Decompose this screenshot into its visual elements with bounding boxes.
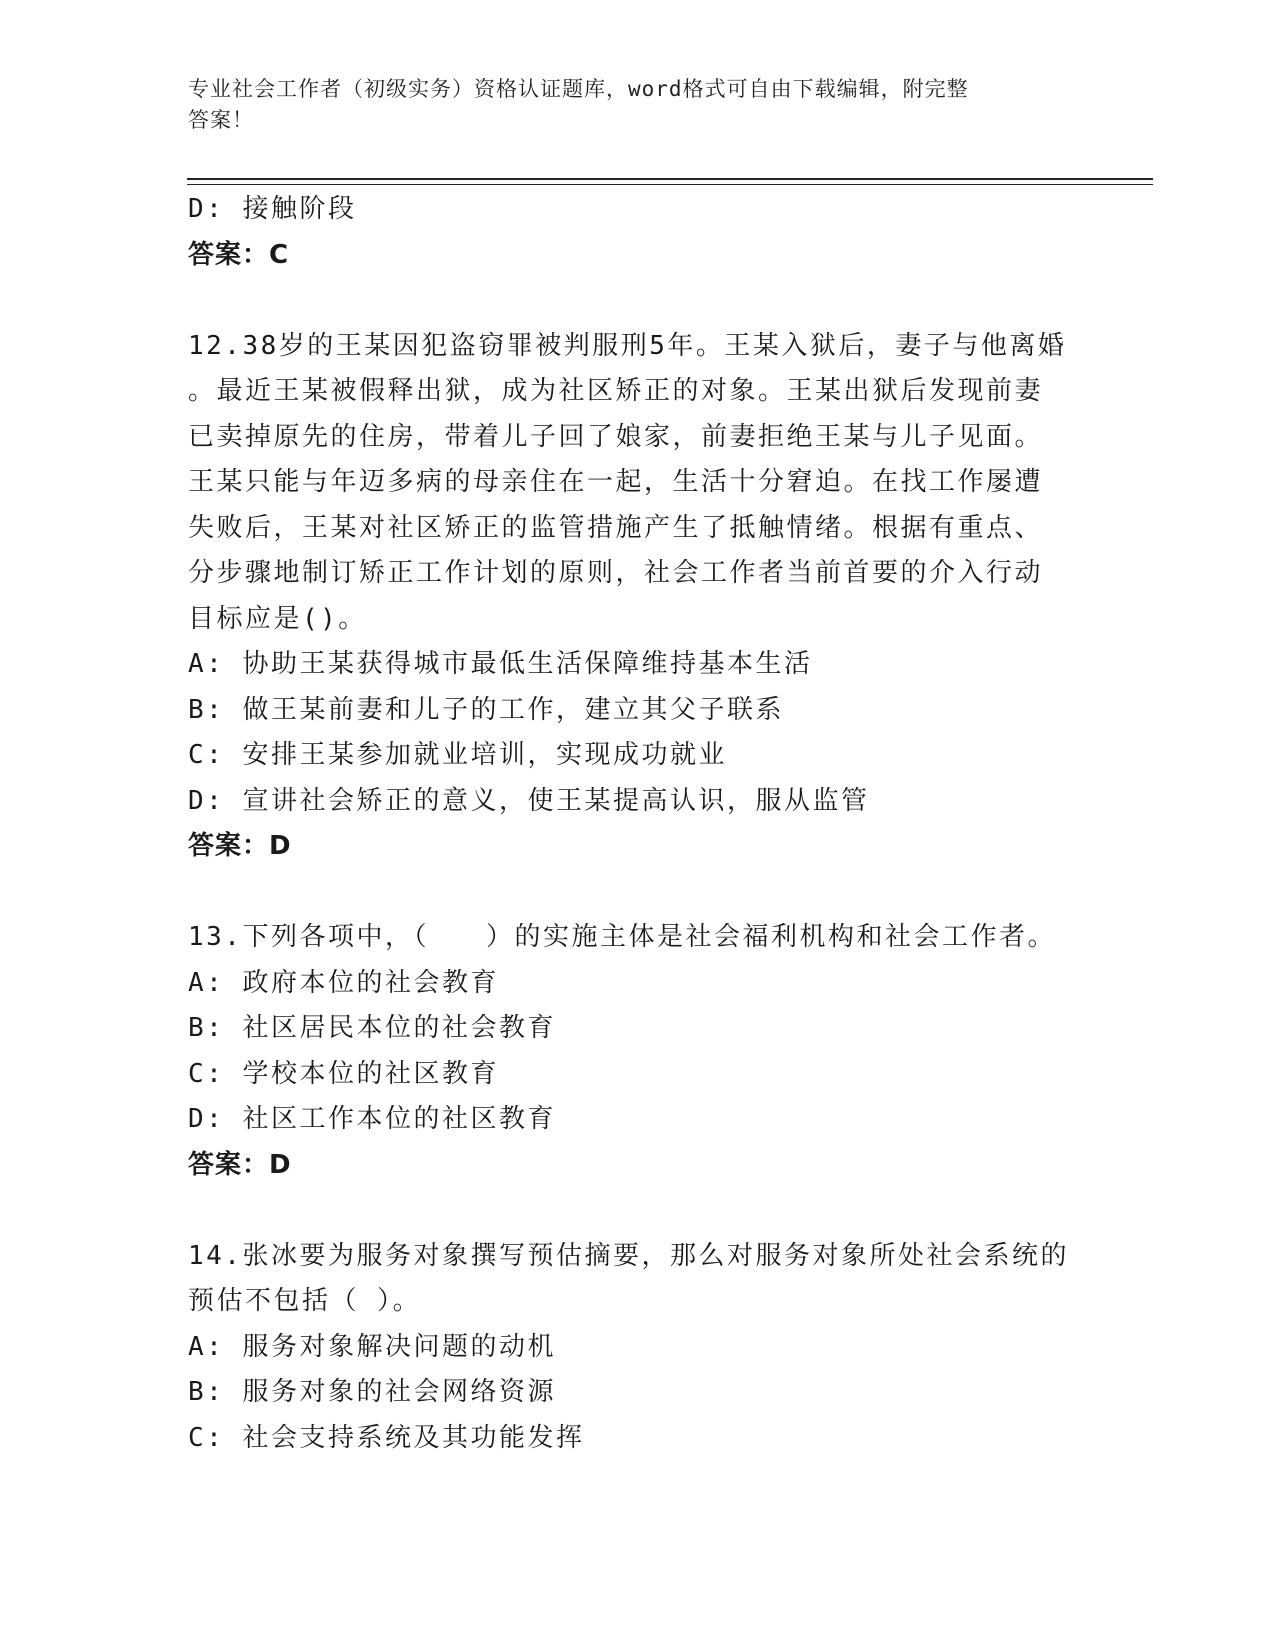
document-body: [188, 187, 1088, 1461]
answer-line: 答案：D: [188, 1149, 292, 1180]
header-line-2: 答案！: [188, 108, 254, 132]
option-a: A: 协助王某获得城市最低生活保障维持基本生活: [188, 649, 813, 679]
question-stem-line: 13.下列各项中，（ ）的实施主体是社会福利机构和社会工作者。: [188, 922, 1056, 952]
question-stem-line: 已卖掉原先的住房，带着儿子回了娘家，前妻拒绝王某与儿子见面。: [188, 421, 1044, 452]
option-c: C: 安排王某参加就业培训，实现成功就业: [188, 740, 727, 770]
option-b: B: 服务对象的社会网络资源: [188, 1377, 556, 1407]
question-block: [188, 324, 1088, 870]
option-a: A: 服务对象解决问题的动机: [188, 1331, 556, 1362]
question-stem-line: 分步骤地制订矫正工作计划的原则，社会工作者当前首要的介入行动: [188, 558, 1044, 588]
question-stem-line: 失败后，王某对社区矫正的监管措施产生了抵触情绪。根据有重点、: [188, 512, 1044, 543]
header-divider-thick: [187, 178, 1153, 180]
answer-line: 答案：D: [188, 831, 292, 861]
answer-line: 答案：C: [188, 239, 290, 270]
question-stem-line: 14.张冰要为服务对象撰写预估摘要，那么对服务对象所处社会系统的: [188, 1240, 1069, 1271]
document-header: [188, 74, 1088, 136]
spacer: [188, 1188, 1088, 1234]
option-a: A: 政府本位的社会教育: [188, 967, 499, 998]
option-b: B: 做王某前妻和儿子的工作，建立其父子联系: [188, 694, 784, 725]
option-d: D: 宣讲社会矫正的意义，使王某提高认识，服从监管: [188, 785, 870, 816]
question-stem-line: 12.38岁的王某因犯盗窃罪被判服刑5年。王某入狱后，妻子与他离婚: [188, 330, 1067, 361]
header-divider-thin: [187, 184, 1153, 185]
spacer: [188, 870, 1088, 916]
question-stem-line: 。最近王某被假释出狱，成为社区矫正的对象。王某出狱后发现前妻: [188, 376, 1044, 406]
question-stem-line: 预估不包括（ ）。: [188, 1286, 422, 1316]
option-c: C: 社会支持系统及其功能发挥: [188, 1422, 585, 1453]
header-line-1: 专业社会工作者（初级实务）资格认证题库，word格式可自由下载编辑，附完整: [188, 77, 969, 101]
option-d: D: 社区工作本位的社区教育: [188, 1104, 556, 1134]
question-block: [188, 915, 1088, 1188]
option-d: D: 接触阶段: [188, 194, 357, 224]
question-stem-line: 目标应是()。: [188, 603, 367, 634]
option-c: C: 学校本位的社区教育: [188, 1058, 499, 1089]
question-block: [188, 1234, 1088, 1462]
spacer: [188, 278, 1088, 324]
option-b: B: 社区居民本位的社会教育: [188, 1013, 556, 1043]
question-stem-line: 王某只能与年迈多病的母亲住在一起，生活十分窘迫。在找工作屡遭: [188, 467, 1044, 497]
